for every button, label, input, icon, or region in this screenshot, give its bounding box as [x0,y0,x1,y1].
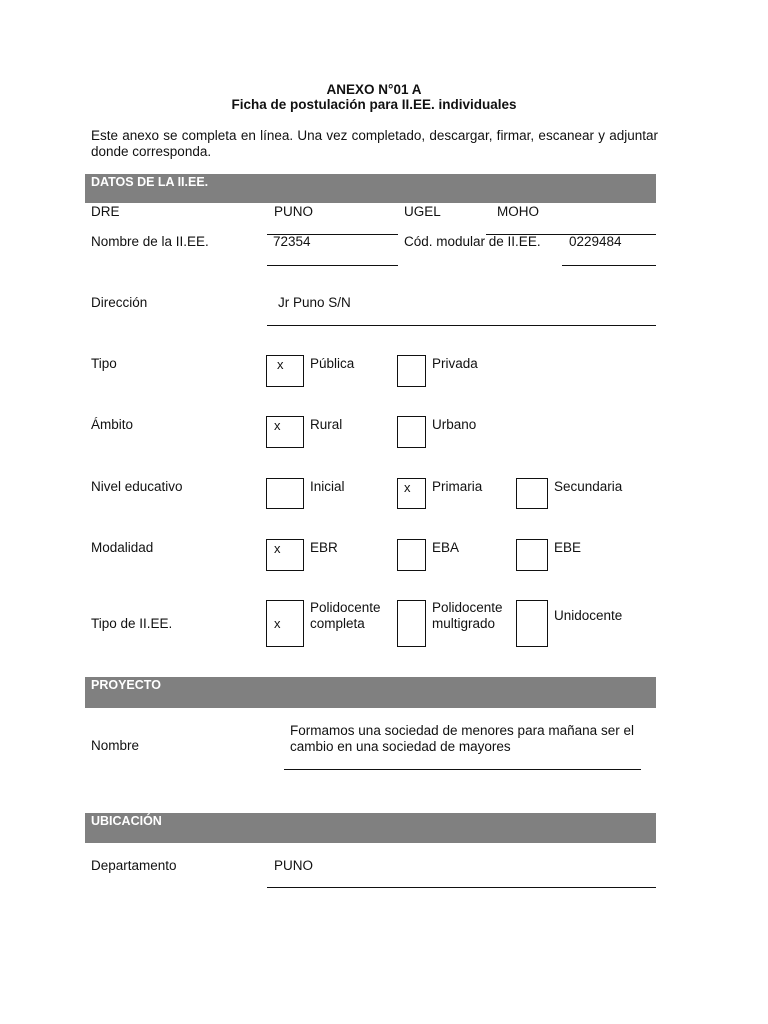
departamento-label: Departamento [91,858,177,873]
nivel-educativo-label: Nivel educativo [91,479,183,494]
proyecto-nombre-value[interactable]: Formamos una sociedad de menores para mañana ser el cambio en una sociedad de mayores [290,723,634,754]
tipo-privada-label: Privada [432,356,478,371]
section-title-ubicacion: UBICACIÓN [91,814,162,828]
proyecto-nombre-underline [284,769,641,770]
departamento-underline [267,887,656,888]
checkbox-mark: x [274,418,281,433]
polidocente-multigrado-label: Polidocente multigrado [432,600,503,631]
checkbox-mark: x [274,616,281,631]
intro-paragraph: Este anexo se completa en línea. Una vez completado, descargar, firmar, escanear y adjuntar donde corresponda. [91,128,658,159]
nivel-secundaria-checkbox[interactable] [516,478,548,509]
direccion-label: Dirección [91,295,148,310]
ambito-rural-label: Rural [310,417,343,432]
section-title-proyecto: PROYECTO [91,678,161,692]
nombre-iiee-underline [267,265,398,266]
unidocente-checkbox[interactable] [516,600,548,647]
checkbox-mark: x [274,541,281,556]
section-header-proyecto [85,677,656,708]
document-title: ANEXO N°01 A [326,82,422,97]
codigo-modular-value[interactable]: 0229484 [569,234,622,249]
codigo-modular-underline [562,265,656,266]
polidocente-multigrado-checkbox[interactable] [397,600,426,647]
tipo-iiee-label: Tipo de II.EE. [91,616,173,631]
section-header-datos [85,174,656,203]
direccion-value[interactable]: Jr Puno S/N [278,295,351,310]
departamento-value[interactable]: PUNO [274,858,314,873]
nivel-primaria-checkbox[interactable] [397,478,426,509]
ambito-urbano-label: Urbano [432,417,477,432]
modalidad-ebe-checkbox[interactable] [516,539,548,571]
unidocente-label: Unidocente [554,608,623,623]
section-header-ubicacion [85,813,656,843]
nivel-inicial-checkbox[interactable] [266,478,304,509]
nivel-secundaria-label: Secundaria [554,479,623,494]
proyecto-nombre-label: Nombre [91,738,140,753]
modalidad-ebr-checkbox[interactable] [266,539,304,571]
nivel-primaria-label: Primaria [432,479,483,494]
tipo-privada-checkbox[interactable] [397,355,426,387]
ambito-label: Ámbito [91,417,134,432]
ugel-value[interactable]: MOHO [497,204,539,219]
codigo-modular-label: Cód. modular de II.EE. [404,234,541,249]
tipo-publica-label: Pública [310,356,355,371]
dre-value[interactable]: PUNO [274,204,314,219]
document-subtitle: Ficha de postulación para II.EE. individuales [231,97,517,112]
modalidad-eba-checkbox[interactable] [397,539,426,571]
modalidad-ebr-label: EBR [310,540,338,555]
polidocente-completa-label: Polidocente completa [310,600,381,631]
section-title-datos: DATOS DE LA II.EE. [91,175,209,189]
nombre-iiee-label: Nombre de la II.EE. [91,234,209,249]
ugel-label: UGEL [404,204,441,219]
modalidad-ebe-label: EBE [554,540,582,555]
dre-label: DRE [91,204,120,219]
checkbox-mark: x [404,480,411,495]
direccion-underline [267,325,656,326]
ambito-urbano-checkbox[interactable] [397,416,426,448]
nivel-inicial-label: Inicial [310,479,345,494]
checkbox-mark: x [277,357,284,372]
modalidad-label: Modalidad [91,540,154,555]
polidocente-completa-checkbox[interactable] [266,600,304,647]
tipo-label: Tipo [91,356,117,371]
nombre-iiee-value[interactable]: 72354 [273,234,311,249]
ambito-rural-checkbox[interactable] [266,416,304,448]
tipo-publica-checkbox[interactable] [266,355,304,387]
modalidad-eba-label: EBA [432,540,460,555]
